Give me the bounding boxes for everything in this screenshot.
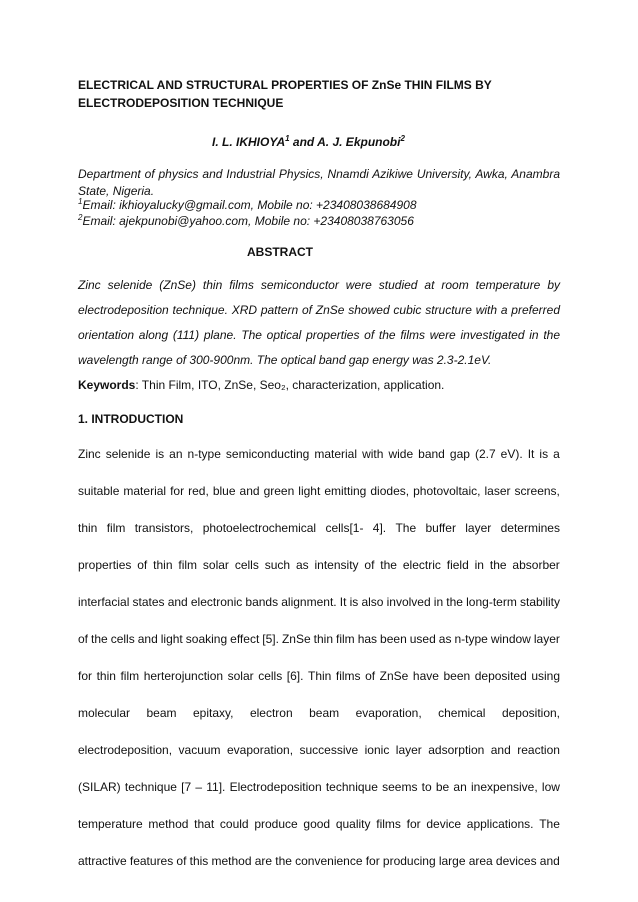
- intro-line: temperature method that could produce good quality films for device applications. The: [78, 817, 560, 831]
- intro-line: electrodeposition, vacuum evaporation, successive ionic layer adsorption and reaction: [78, 743, 560, 757]
- abstract-text: Zinc selenide (ZnSe) thin films semiconductor were studied at room temperature by electrodeposition technique. XRD pattern of ZnSe showed cubic structure with a preferred orientation along (111) plane. The optical properties of the films were investigated in the wavelength range of 300-900nm. The optical band gap energy was 2.3-2.1eV.: [78, 278, 560, 367]
- keywords: [78, 378, 560, 392]
- keywords-label: Keywords: [78, 378, 136, 392]
- email-2: Email: ajekpunobi@yahoo.com, Mobile no: +23408038763056: [82, 214, 414, 228]
- intro-line: of the cells and light soaking effect [5]. ZnSe thin film has been used as n-type window layer: [78, 632, 560, 646]
- abstract-heading: ABSTRACT: [247, 245, 313, 259]
- author-2: and A. J. Ekpunobi: [289, 135, 401, 149]
- intro-line: Zinc selenide is an n-type semiconducting material with wide band gap (2.7 eV). It is a: [78, 447, 560, 461]
- paper-title: ELECTRICAL AND STRUCTURAL PROPERTIES OF ZnSe THIN FILMS BY ELECTRODEPOSITION TECHNIQUE: [78, 78, 492, 110]
- author-1: I. L. IKHIOYA: [212, 135, 286, 149]
- affiliation: Department of physics and Industrial Physics, Nnamdi Azikiwe University, Awka, Anambra State, Nigeria.: [78, 167, 560, 198]
- author-1-sup: 1: [285, 134, 290, 143]
- intro-heading: 1. INTRODUCTION: [78, 412, 184, 426]
- email-line-2: [78, 214, 414, 228]
- author-2-sup: 2: [400, 134, 405, 143]
- email-line-1: [78, 198, 417, 212]
- intro-line: (SILAR) technique [7 – 11]. Electrodeposition technique seems to be an inexpensive, low: [78, 780, 560, 794]
- email-1: Email: ikhioyalucky@gmail.com, Mobile no: +23408038684908: [82, 198, 417, 212]
- email-1-sup: 1: [78, 197, 83, 206]
- keywords-text: : Thin Film, ITO, ZnSe, Seo₂, characterization, application.: [135, 378, 445, 392]
- intro-line: suitable material for red, blue and green light emitting diodes, photovoltaic, laser screens,: [78, 484, 560, 498]
- intro-line: thin film transistors, photoelectrochemical cells[1- 4]. The buffer layer determines: [78, 521, 560, 535]
- intro-line: for thin film herterojunction solar cells [6]. Thin films of ZnSe have been deposited using: [78, 669, 560, 683]
- intro-line: attractive features of this method are the convenience for producing large area devices and: [78, 854, 560, 868]
- email-2-sup: 2: [78, 213, 83, 222]
- intro-line: interfacial states and electronic bands alignment. It is also involved in the long-term stability: [78, 595, 560, 609]
- intro-line: molecular beam epitaxy, electron beam evaporation, chemical deposition,: [78, 706, 560, 720]
- author-line: [0, 135, 638, 149]
- intro-line: properties of thin film solar cells such as intensity of the electric field in the absorber: [78, 558, 560, 572]
